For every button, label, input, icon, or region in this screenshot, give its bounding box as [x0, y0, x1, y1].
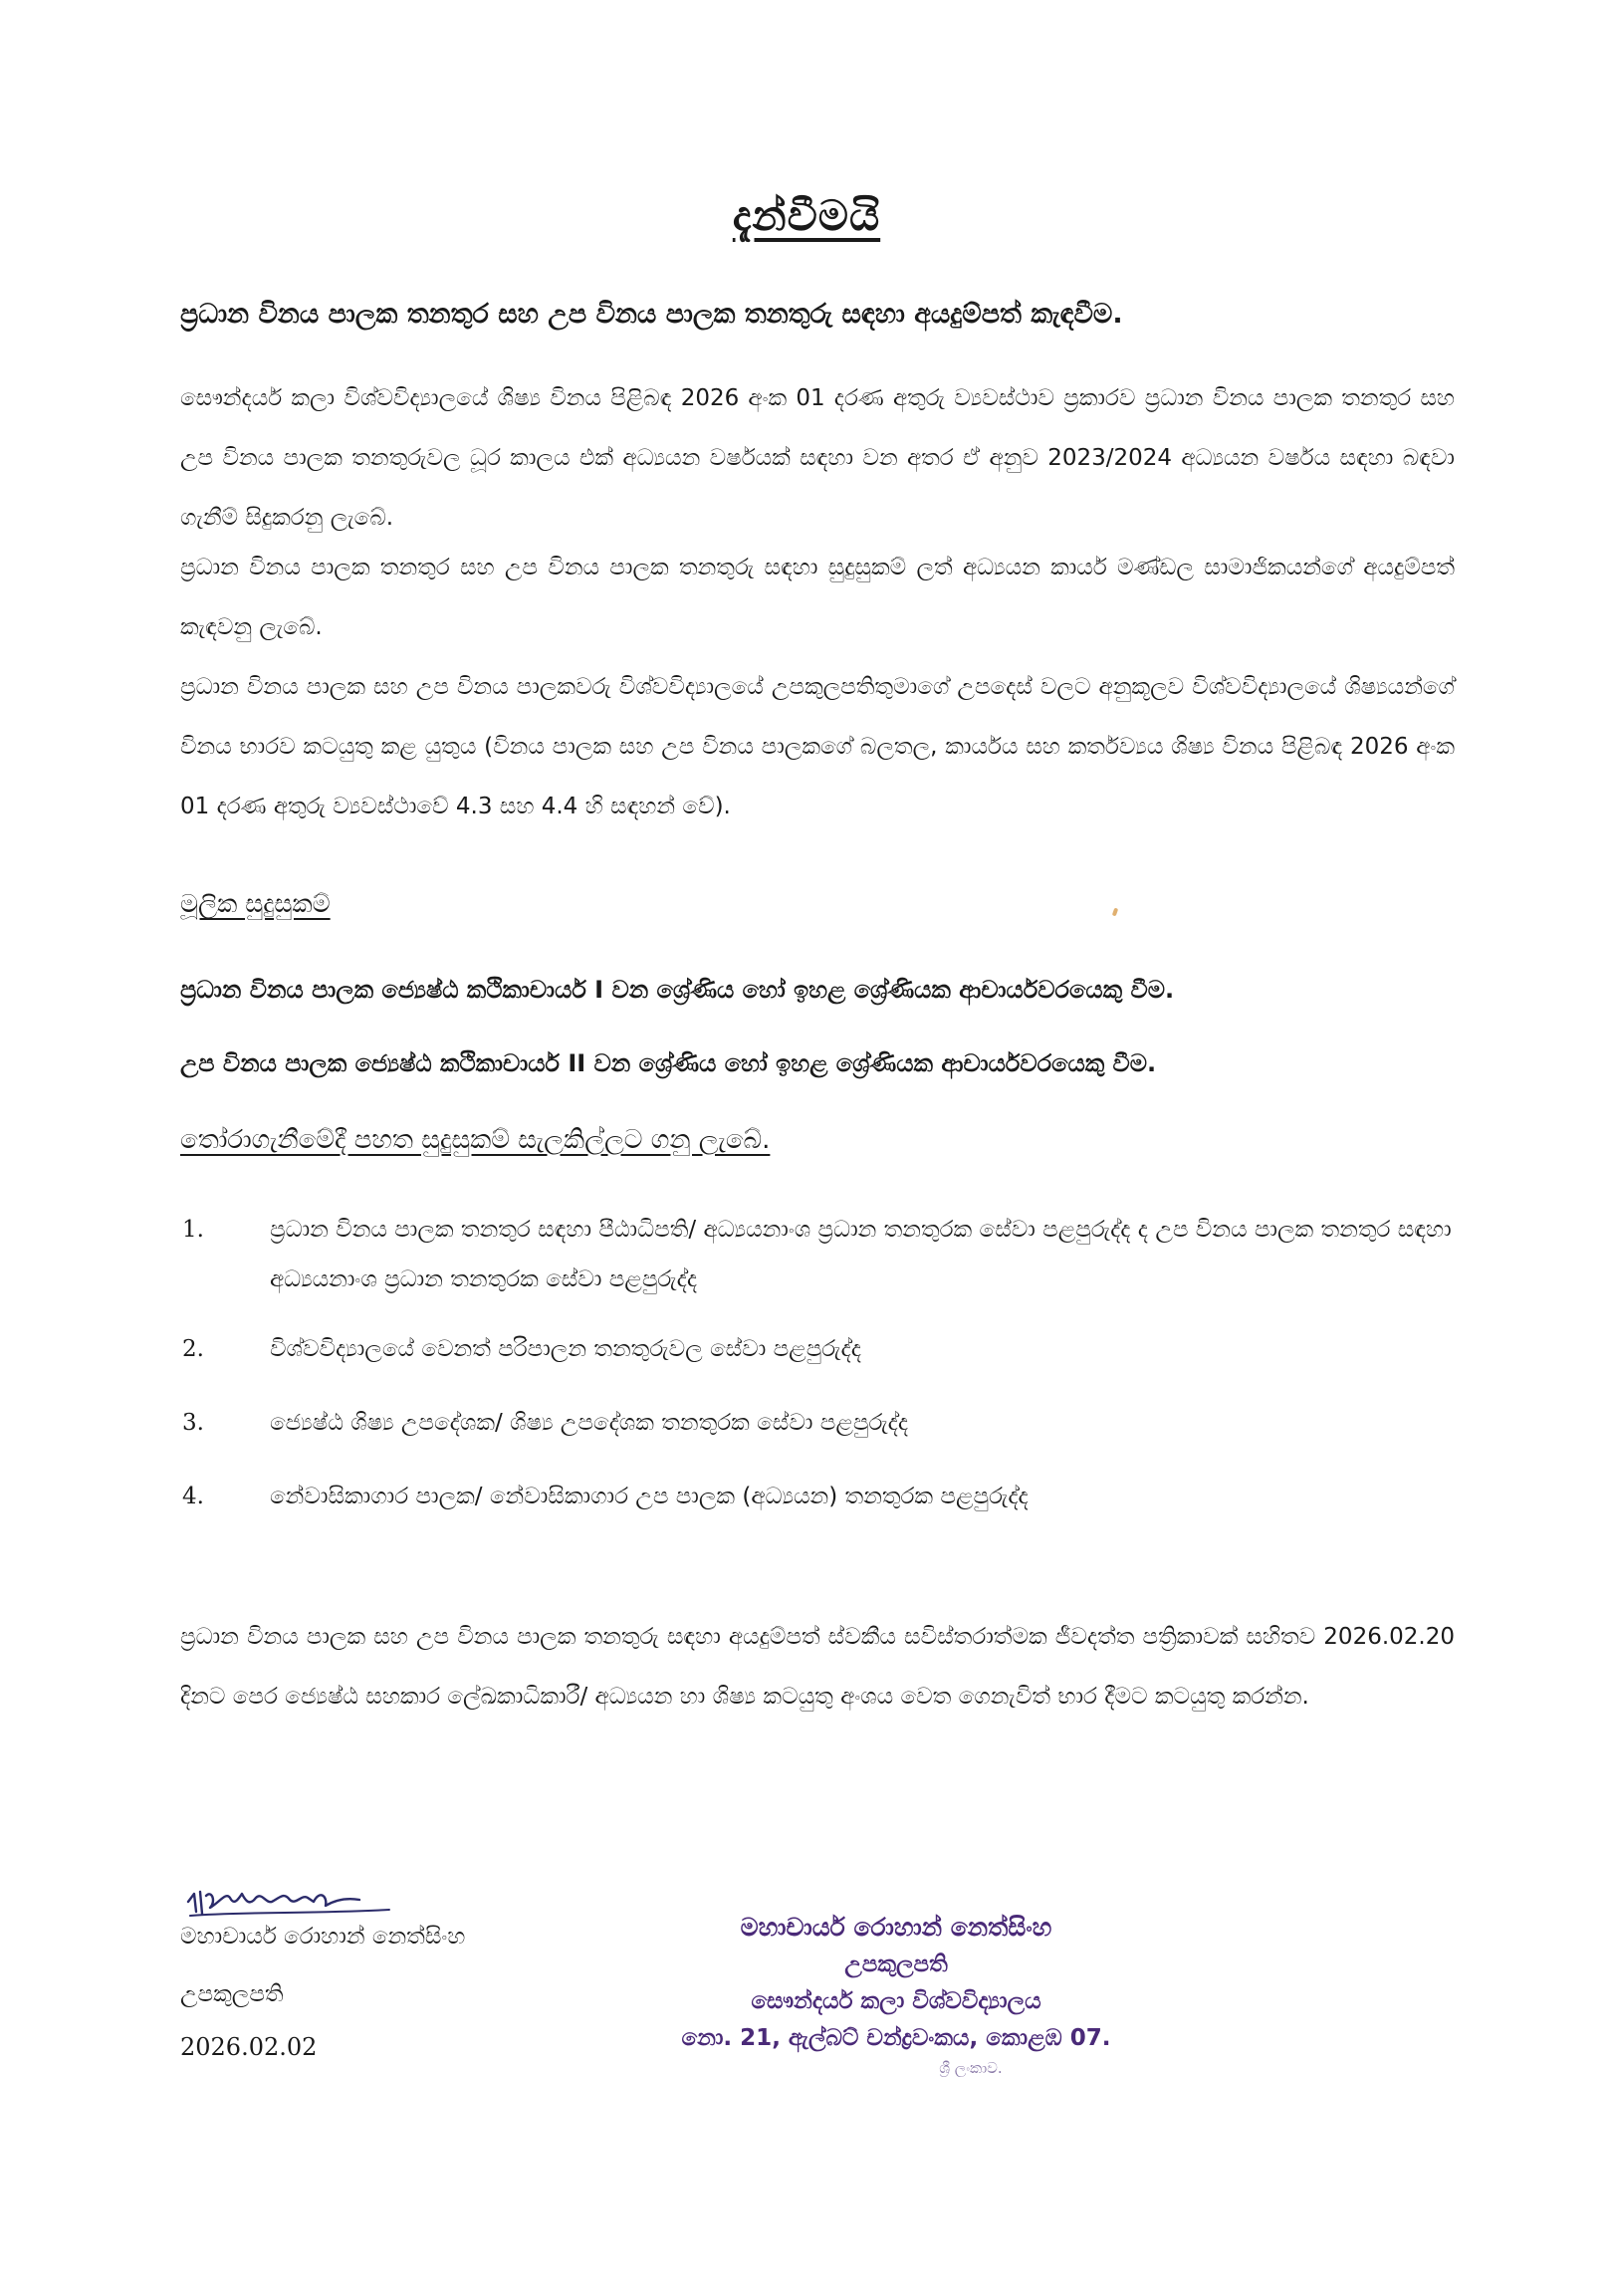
- list-item-number: 4.: [182, 1484, 204, 1509]
- stamp-name: මහාචාර්ය රොහාන් නෙත්සිංහ: [740, 1913, 1052, 1942]
- notice-title: දැන්වීමයි: [732, 191, 881, 240]
- official-stamp: [637, 1910, 1155, 2079]
- stamp-title: උපකුලපති: [844, 1952, 948, 1977]
- selection-criteria-list: [180, 1205, 1455, 1545]
- list-item: [180, 1205, 1455, 1304]
- basic-qualifications-heading: මූලික සුදුසුකම්: [180, 889, 331, 918]
- signature-icon: [180, 1872, 419, 1932]
- qualification-deputy-proctor: උප විනය පාලක ජ්‍යෙෂ්ඨ කථිකාචාර්ය II වන ශ්‍රේණිය හෝ ඉහළ ශ්‍රේණියක ආචාර්යවරයෙකු වීම.: [180, 1049, 1157, 1077]
- list-item-number: 3.: [182, 1410, 204, 1436]
- paragraph-intro: සෞන්දර්ය කලා විශ්වවිද්‍යාලයේ ශිෂ්‍ය විනය පිළිබඳ 2026 අංක 01 දරණ අතුරු ව්‍යවස්ථාව ප්‍රකාරව ප්‍රධාන විනය පාලක තනතුර සහ උප විනය පාලක තනතුරුවල ධූර කාලය එක් අධ්‍යයන වර්ෂයක් සඳහා වන අතර ඒ අනුව 2023/2024 අධ්‍යයන වර්ෂය සඳහා බඳවා ගැනීම් සිදුකරනු ලැබේ.: [180, 385, 1455, 531]
- list-item-number: 1.: [182, 1217, 204, 1243]
- stamp-country: ශ්‍රී ලංකාව.: [939, 2059, 1003, 2077]
- signatory-name: මහාචාර්ය රොහාන් නෙත්සිංහ: [180, 1924, 466, 1950]
- paragraph-duties: ප්‍රධාන විනය පාලක සහ උප විනය පාලකවරු විශ්වවිද්‍යාලයේ උපකුලපතිතුමාගේ උපදෙස් වලට අනුකූලව විශ්වවිද්‍යාලයේ ශිෂ්‍යයන්ගේ විනය භාරව කටයුතු කළ යුතුය (විනය පාලක සහ උප විනය පාලකගේ බලතල, කාර්යය සහ කර්තව්‍යය ශිෂ්‍ය විනය පිළිබඳ 2026 අංක 01 දරණ අතුරු ව්‍යවස්ථාවේ 4.3 සහ 4.4 හි සඳහන් වේ).: [180, 674, 1455, 819]
- stray-mark: [1112, 908, 1118, 917]
- paragraph-applications: ප්‍රධාන විනය පාලක තනතුර සහ උප විනය පාලක තනතුරු සඳහා සුදුසුකම් ලත් අධ්‍යයන කාර්ය මණ්ඩල සාමාජිකයන්ගේ අයදුම්පත් කැඳවනු ලැබේ.: [180, 555, 1455, 640]
- selection-criteria-heading: තෝරාගැනීමේදී පහත සුදුසුකම් සැලකිල්ලට ගනු ලැබේ.: [180, 1125, 771, 1155]
- list-item: [180, 1398, 1455, 1448]
- list-item-number: 2.: [182, 1336, 204, 1362]
- stamp-university: සෞන්දර්ය කලා විශ්වවිද්‍යාලය: [751, 1988, 1041, 2014]
- list-item: [180, 1472, 1455, 1521]
- signatory-title: උපකුලපති: [180, 1981, 284, 2007]
- list-item-text: ජ්‍යෙෂ්ඨ ශිෂ්‍ය උපදේශක/ ශිෂ්‍ය උපදේශක තනතුරක සේවා පළපුරුද්ද: [270, 1410, 909, 1436]
- stamp-address: නො. 21, ඇල්බට් චන්ද්‍රවංකය, කොළඹ 07.: [681, 2025, 1111, 2051]
- list-item: [180, 1324, 1455, 1374]
- signatory-date: 2026.02.02: [180, 2033, 318, 2061]
- list-item-text: ප්‍රධාන විනය පාලක තනතුර සඳහා පීඨාධිපති/ අධ්‍යයනාංශ ප්‍රධාන තනතුරක සේවා පළපුරුද්ද ද උප විනය පාලක තනතුර සඳහා අධ්‍යයනාංශ ප්‍රධාන තනතුරක සේවා පළපුරුද්ද: [270, 1217, 1452, 1292]
- paragraph-closing: ප්‍රධාන විනය පාලක සහ උප විනය පාලක තනතුරු සඳහා අයදුම්පත් ස්වකීය සවිස්තරාත්මක ජීවදත්ත පත්‍රිකාවක් සහිතව 2026.02.20 දිනට පෙර ජ්‍යෙෂ්ඨ සහකාර ලේඛකාධිකාරී/ අධ්‍යයන හා ශිෂ්‍ය කටයුතු අංශය වෙත ගෙනැවිත් භාර දීමට කටයුතු කරන්න.: [180, 1624, 1455, 1710]
- qualification-chief-proctor: ප්‍රධාන විනය පාලක ජ්‍යෙෂ්ඨ කථිකාචාර්ය I වන ශ්‍රේණිය හෝ ඉහළ ශ්‍රේණියක ආචාර්යවරයෙකු වීම.: [180, 976, 1175, 1004]
- list-item-text: නේවාසිකාගාර පාලක/ නේවාසිකාගාර උප පාලක (අධ්‍යයන) තනතුරක පළපුරුද්ද: [270, 1484, 1029, 1509]
- notice-subject: ප්‍රධාන විනය පාලක තනතුර සහ උප විනය පාලක තනතුරු සඳහා අයදුම්පත් කැඳවීම.: [180, 299, 1123, 330]
- list-item-text: විශ්වවිද්‍යාලයේ වෙනත් පරිපාලන තනතුරුවල සේවා පළපුරුද්ද: [270, 1336, 861, 1362]
